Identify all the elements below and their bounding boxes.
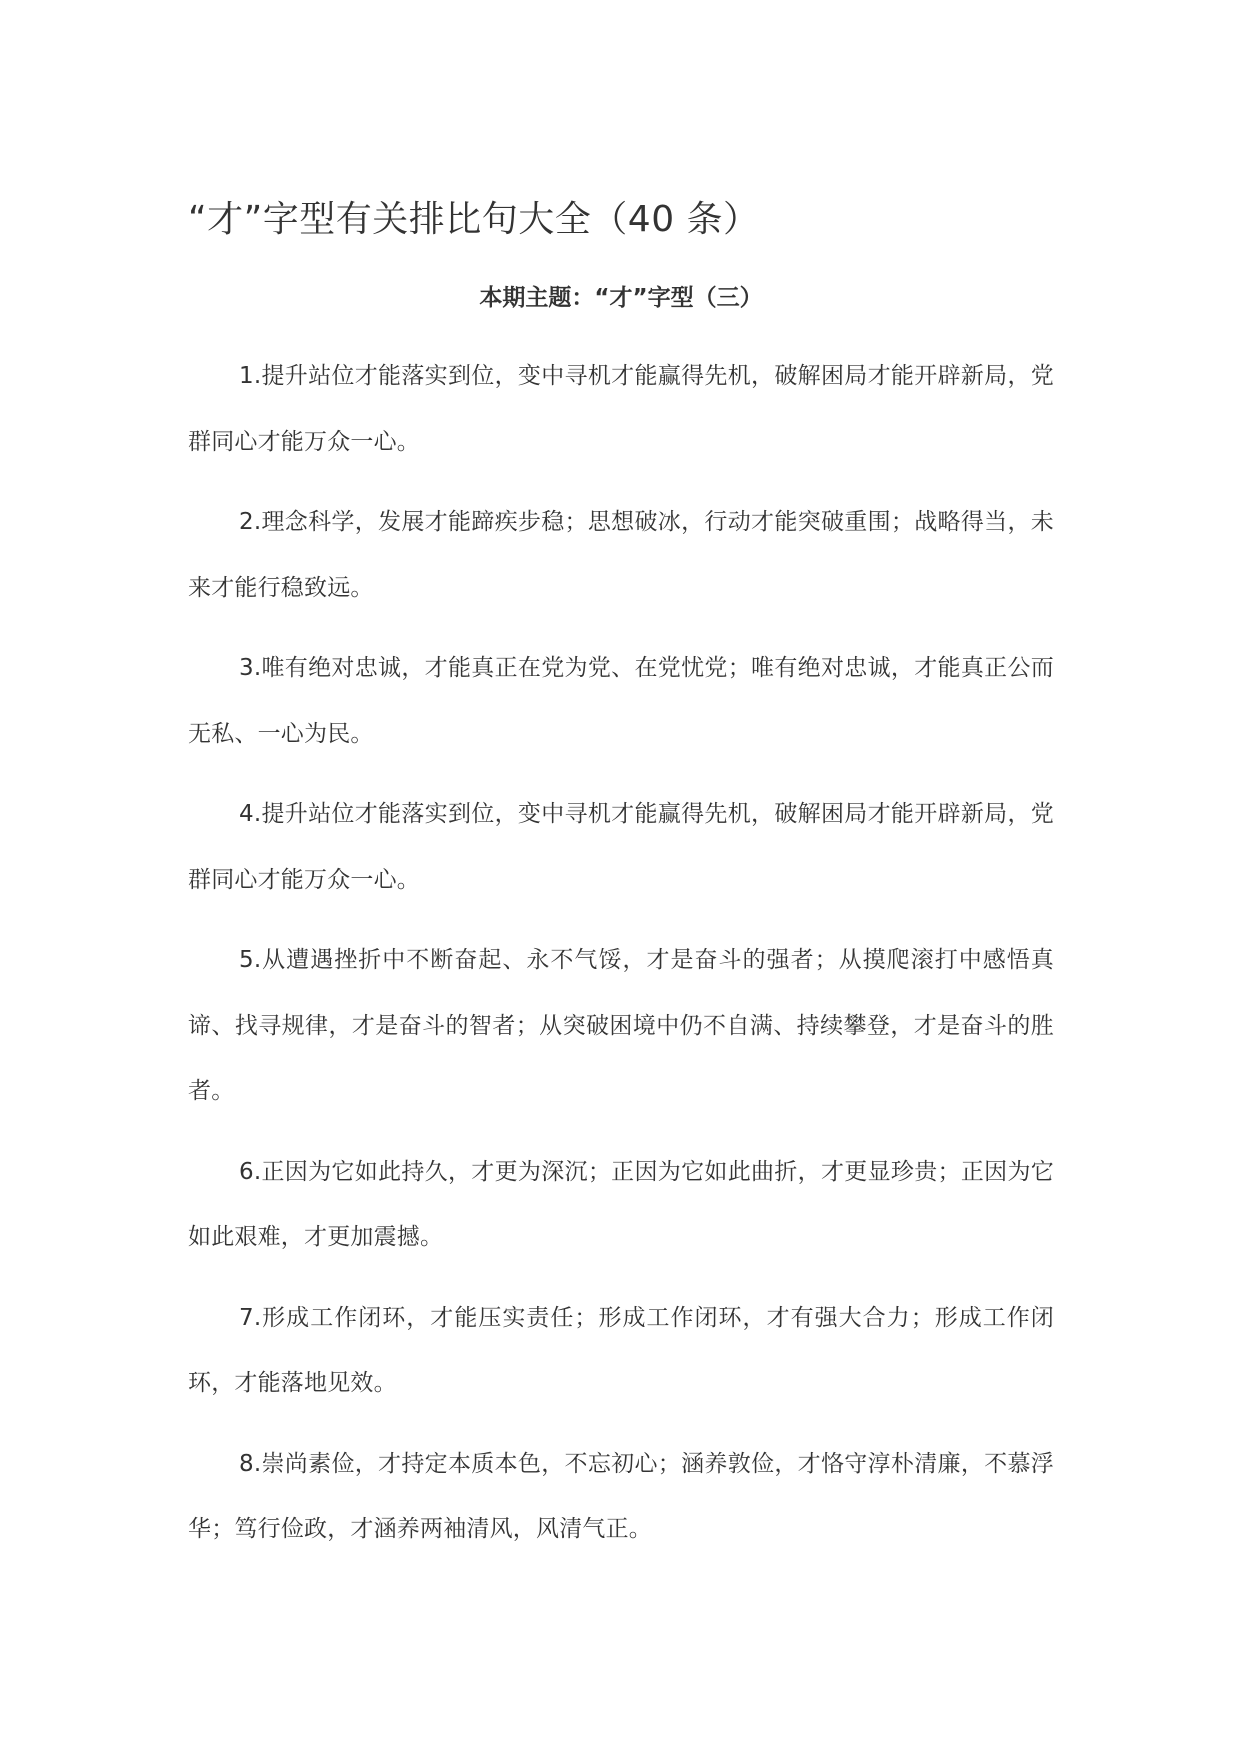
list-item: 5.从遭遇挫折中不断奋起、永不气馁，才是奋斗的强者；从摸爬滚打中感悟真谛、找寻规律，才是奋斗的智者；从突破困境中仍不自满、持续攀登，才是奋斗的胜者。 [188,947,1054,1104]
sentence-list [188,344,1054,1563]
document-subtitle: 本期主题：“才”字型（三） [479,285,763,311]
document-body [188,196,1054,1578]
list-item: 7.形成工作闭环，才能压实责任；形成工作闭环，才有强大合力；形成工作闭环，才能落地见效。 [188,1304,1054,1396]
document-title: “才”字型有关排比句大全（40 条） [188,199,760,240]
list-item: 1.提升站位才能落实到位，变中寻机才能赢得先机，破解困局才能开辟新局，党群同心才能万众一心。 [188,363,1054,455]
list-item: 3.唯有绝对忠诚，才能真正在党为党、在党忧党；唯有绝对忠诚，才能真正公而无私、一心为民。 [188,655,1054,747]
list-item: 6.正因为它如此持久，才更为深沉；正因为它如此曲折，才更显珍贵；正因为它如此艰难，才更加震撼。 [188,1158,1054,1250]
list-item: 2.理念科学，发展才能蹄疾步稳；思想破冰，行动才能突破重围；战略得当，未来才能行稳致远。 [188,509,1054,601]
list-item: 4.提升站位才能落实到位，变中寻机才能赢得先机，破解困局才能开辟新局，党群同心才能万众一心。 [188,801,1054,893]
list-item: 8.崇尚素俭，才持定本质本色，不忘初心；涵养敦俭，才恪守淳朴清廉，不慕浮华；笃行俭政，才涵养两袖清风，风清气正。 [188,1450,1054,1542]
